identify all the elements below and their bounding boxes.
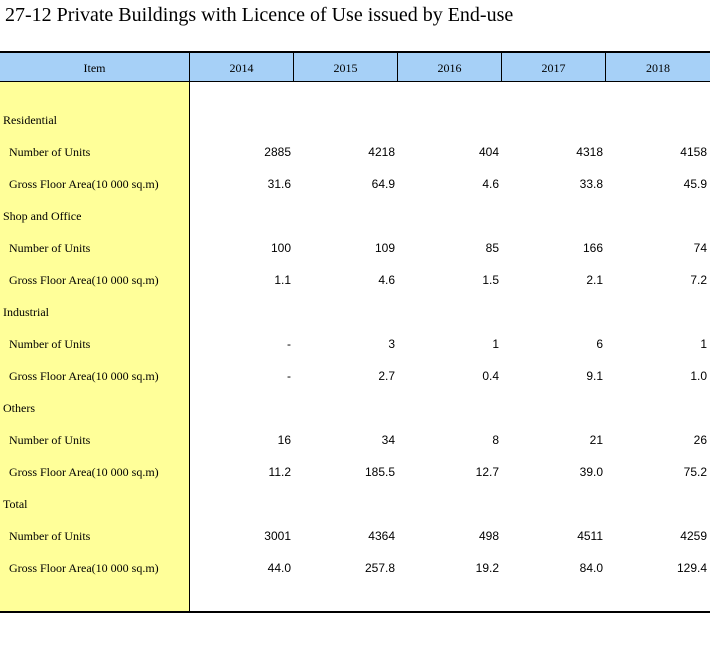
- cell-value: 31.6: [267, 177, 291, 191]
- cell-value: 44.0: [267, 561, 291, 575]
- cell-value: 4318: [576, 145, 603, 159]
- cell-value: 1.5: [482, 273, 499, 287]
- cell-value: 1.1: [274, 273, 291, 287]
- table-row: [0, 328, 710, 360]
- table-header: [0, 53, 710, 82]
- row-label: Number of Units: [9, 529, 91, 543]
- cell-value: 4.6: [482, 177, 499, 191]
- row-label: Number of Units: [9, 145, 91, 159]
- group-row: [0, 104, 710, 136]
- cell-value: 12.7: [475, 465, 499, 479]
- cell-value: 4.6: [378, 273, 395, 287]
- row-label: Number of Units: [9, 433, 91, 447]
- cell-value: 4158: [680, 145, 707, 159]
- cell-value: 4364: [368, 529, 395, 543]
- group-label: Industrial: [3, 305, 49, 319]
- cell-value: 7.2: [690, 273, 707, 287]
- header-item: Item: [0, 53, 190, 81]
- cell-value: 1: [492, 337, 499, 351]
- cell-value: 4511: [577, 529, 603, 543]
- cell-value: 1: [700, 337, 707, 351]
- group-label: Others: [3, 401, 35, 415]
- row-label: Number of Units: [9, 337, 91, 351]
- header-year-2017: 2017: [502, 53, 606, 81]
- header-year-2015: 2015: [294, 53, 398, 81]
- cell-value: 74: [693, 241, 707, 255]
- table-row: [0, 424, 710, 456]
- cell-value: 498: [478, 529, 499, 543]
- cell-value: 2885: [264, 145, 291, 159]
- cell-value: 26: [693, 433, 707, 447]
- bottom-rule: [0, 611, 710, 613]
- header-year-2016: 2016: [398, 53, 502, 81]
- cell-value: 4218: [368, 145, 395, 159]
- header-year-2018: 2018: [646, 61, 670, 75]
- cell-value: -: [287, 337, 291, 351]
- cell-value: 64.9: [371, 177, 395, 191]
- cell-value: 85: [485, 241, 499, 255]
- cell-value: 2.1: [586, 273, 603, 287]
- cell-value: 39.0: [579, 465, 603, 479]
- group-row: [0, 392, 710, 424]
- cell-value: -: [287, 369, 291, 383]
- table-row: [0, 552, 710, 584]
- cell-value: 129.4: [676, 561, 707, 575]
- cell-value: 19.2: [475, 561, 499, 575]
- cell-value: 0.4: [482, 369, 499, 383]
- table-row: [0, 360, 710, 392]
- group-row: [0, 200, 710, 232]
- cell-value: 3001: [264, 529, 291, 543]
- group-row: [0, 296, 710, 328]
- row-label: Gross Floor Area(10 000 sq.m): [9, 369, 159, 383]
- cell-value: 21: [589, 433, 603, 447]
- cell-value: 166: [582, 241, 603, 255]
- row-label: Number of Units: [9, 241, 91, 255]
- cell-value: 404: [478, 145, 499, 159]
- row-label: Gross Floor Area(10 000 sq.m): [9, 465, 159, 479]
- cell-value: 11.2: [268, 465, 291, 479]
- group-row: [0, 488, 710, 520]
- cell-value: 6: [596, 337, 603, 351]
- cell-value: 4259: [680, 529, 707, 543]
- cell-value: 1.0: [690, 369, 707, 383]
- cell-value: 109: [374, 241, 395, 255]
- cell-value: 3: [388, 337, 395, 351]
- table-row: [0, 232, 710, 264]
- table-row: [0, 520, 710, 552]
- header-year-2014: 2014: [190, 53, 294, 81]
- page-title: 27-12 Private Buildings with Licence of Use issued by End-use: [5, 4, 514, 26]
- group-label: Shop and Office: [3, 209, 82, 223]
- table-row: [0, 168, 710, 200]
- cell-value: 2.7: [378, 369, 395, 383]
- cell-value: 34: [381, 433, 395, 447]
- cell-value: 45.9: [683, 177, 707, 191]
- cell-value: 8: [492, 433, 499, 447]
- table-row: [0, 264, 710, 296]
- cell-value: 100: [270, 241, 291, 255]
- cell-value: 16: [277, 433, 291, 447]
- cell-value: 9.1: [586, 369, 603, 383]
- row-label: Gross Floor Area(10 000 sq.m): [9, 561, 159, 575]
- row-label: Gross Floor Area(10 000 sq.m): [9, 273, 159, 287]
- cell-value: 33.8: [579, 177, 603, 191]
- cell-value: 84.0: [579, 561, 603, 575]
- table-row: [0, 136, 710, 168]
- group-label: Residential: [3, 113, 57, 127]
- table-row: [0, 456, 710, 488]
- cell-value: 75.2: [683, 465, 707, 479]
- group-label: Total: [3, 497, 28, 511]
- row-label: Gross Floor Area(10 000 sq.m): [9, 177, 159, 191]
- cell-value: 185.5: [364, 465, 395, 479]
- cell-value: 257.8: [364, 561, 395, 575]
